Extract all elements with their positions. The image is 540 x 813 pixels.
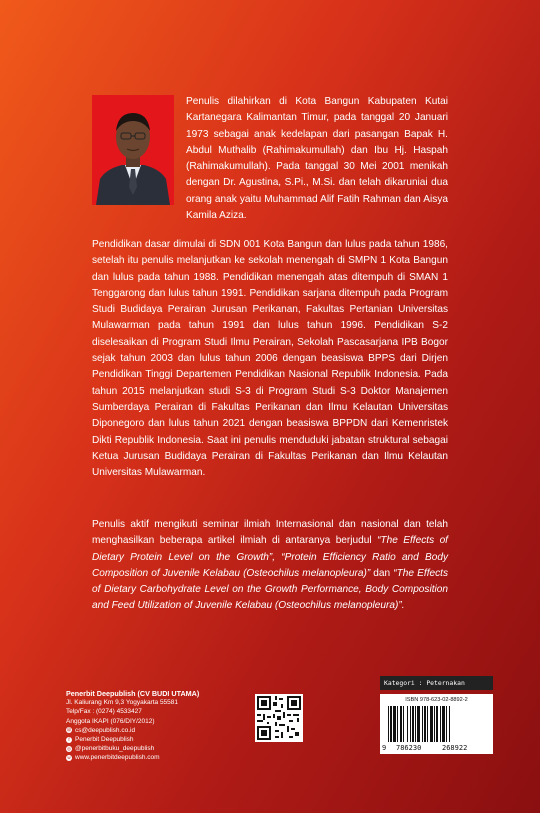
facebook-icon: f — [66, 737, 72, 743]
publisher-instagram[interactable]: @penerbitbuku_deepublish — [75, 745, 155, 753]
author-bio-intro: Penulis dilahirkan di Kota Bangun Kabupaten Kutai Kartanegara Kalimantan Timur, pada tanggal 20 Januari 1973 sebagai anak kedelapan dari pasangan Bapak H. Abdul Muthalib (Rahimakumullah) dan Ibu Hj. Haspah (Rahimakumullah). Pada tanggal 30 Mei 2001 menikah dengan Dr. Agustina, S.Pi., M.Si. dan telah dikaruniai dua orang anak yaitu Muhammad Alif Fatih Rahman dan Aisya Kamila Aziza. — [186, 96, 448, 222]
publisher-name: Penerbit Deepublish (CV BUDI UTAMA) — [66, 689, 200, 698]
publisher-website[interactable]: www.penerbitdeepublish.com — [75, 754, 160, 762]
web-icon: w — [67, 755, 71, 761]
category-label: Kategori : Peternakan — [380, 676, 493, 690]
isbn-label: ISBN 978-623-02-8892-2 — [405, 697, 468, 703]
publisher-facebook-row — [66, 735, 199, 744]
publisher-info — [66, 689, 199, 763]
isbn-group-2: 268922 — [442, 744, 468, 752]
qr-code-icon[interactable] — [255, 694, 303, 742]
publisher-facebook[interactable]: Penerbit Deepublish — [75, 736, 134, 744]
isbn-digit-prefix: 9 — [382, 744, 387, 752]
publisher-instagram-row — [66, 744, 199, 753]
barcode-icon — [380, 694, 493, 754]
instagram-icon: ◎ — [67, 745, 71, 751]
author-photo — [92, 95, 174, 205]
seminar-title-2: “The Effects of Dietary Carbohydrate Level on the Growth Performance, Body Composition and Feed Utilization of Juvenile Kelabau (Osteochilus melanopleura)”. — [92, 567, 449, 612]
seminar-lead: Penulis aktif mengikuti seminar ilmiah Internasional dan nasional dan telah menghasilkan beberapa artikel ilmiah di antaranya berjudul — [92, 519, 448, 547]
seminar-title-1: “The Effects of Dietary Protein Level on the Growth”, “Protein Efficiency Ratio and Body Composition of Juvenile Kelabau (Osteochilus melanopleura)” — [92, 535, 448, 579]
publisher-phone: Telp/Fax : (0274) 4533427 — [66, 708, 142, 716]
publisher-address: Jl. Kaliurang Km 9,3 Yogyakarta 55581 — [66, 699, 179, 707]
seminar-and: dan — [370, 567, 394, 579]
publisher-website-row — [66, 753, 199, 762]
publisher-email[interactable]: cs@deepublish.co.id — [75, 726, 136, 734]
publisher-email-row — [66, 726, 199, 735]
author-education: Pendidikan dasar dimulai di SDN 001 Kota Bangun dan lulus pada tahun 1986, setelah itu penulis melanjutkan ke sekolah menengah di SMPN 1 Kota Bangun dan lulus pada tahun 1988. Pendidikan menengah atas ditempuh di SMAN 1 Tenggarong dan lulus tahun 1991. Pendidikan sarjana ditempuh pada Program Studi Budidaya Perairan Jurusan Perikanan, Fakultas Pertanian Universitas Mulawarman pada tahun 1991 dan lulus tahun 1996. Pendidikan S-2 diselesaikan di Program Studi Ilmu Perairan, Sekolah Pascasarjana IPB Bogor sejak tahun 2003 dan lulus tahun 2006 dengan beasiswa BPPS dari Dirjen Pendidikan Tinggi Departemen Pendidikan Nasional Republik Indonesia. Pada tahun 2015 melanjutkan studi S-3 di Program Studi S-3 Doktor Manajemen Sumberdaya Perairan di Fakultas Perikanan dan Ilmu Kelautan Universitas Diponegoro dan lulus tahun 2021 dengan beasiswa BPPDN dari Kemenristek Dikti Republik Indonesia. Saat ini penulis menduduki jabatan struktural sebagai Ketua Jurusan Budidaya Perairan di Fakultas Perikanan dan Ilmu Kelautan Universitas Mulawarman. — [92, 239, 448, 479]
author-seminars — [92, 517, 448, 615]
isbn-block — [380, 676, 493, 754]
publisher-ikapi: Anggota IKAPI (076/DIY/2012) — [66, 717, 155, 725]
isbn-group-1: 786230 — [396, 744, 422, 752]
email-icon: @ — [66, 727, 72, 733]
